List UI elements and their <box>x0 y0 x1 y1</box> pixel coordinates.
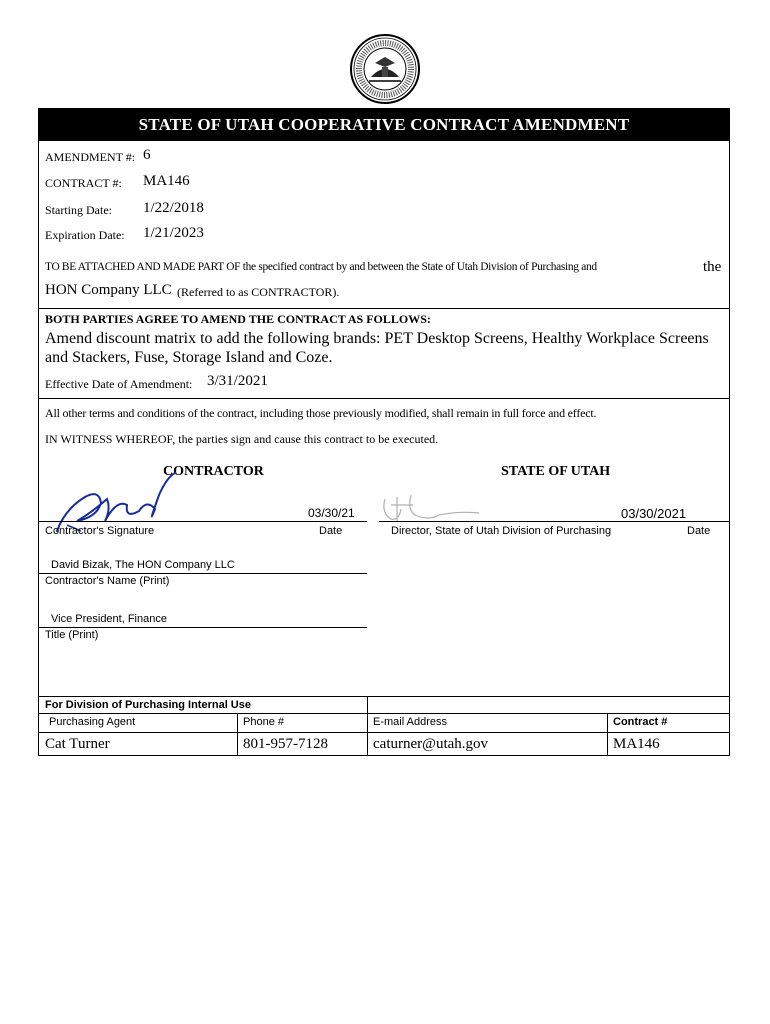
starting-date-value: 1/22/2018 <box>143 200 204 216</box>
amendment-form <box>38 108 730 756</box>
state-signature-icon <box>379 491 489 525</box>
contractor-name-value: David Bizak, The HON Company LLC <box>51 559 235 571</box>
agree-heading: BOTH PARTIES AGREE TO AMEND THE CONTRACT AS FOLLOWS: <box>45 312 431 326</box>
effective-date-label: Effective Date of Amendment: <box>45 377 193 391</box>
contractor-company: HON Company LLC <box>45 282 172 298</box>
state-date-label: Date <box>687 525 711 537</box>
expiration-date-value: 1/21/2023 <box>143 225 204 241</box>
header-contract-number: Contract # <box>613 716 668 728</box>
purchasing-agent-value: Cat Turner <box>45 736 110 752</box>
director-label: Director, State of Utah Division of Purchasing <box>391 525 612 537</box>
amendment-number-label: AMENDMENT #: <box>45 150 136 164</box>
contractor-signature-label: Contractor's Signature <box>45 525 155 537</box>
state-seal-icon <box>349 33 421 105</box>
header-purchasing-agent: Purchasing Agent <box>49 716 136 728</box>
header-phone: Phone # <box>243 716 284 728</box>
email-value: caturner@utah.gov <box>373 736 489 752</box>
contract-number-value: MA146 <box>143 173 190 189</box>
amendment-description: Amend discount matrix to add the following brands: PET Desktop Screens, Healthy Workplace Screens and Stackers, Fuse, Storage Island and Coze. <box>45 330 709 366</box>
phone-value: 801-957-7128 <box>243 736 328 752</box>
state-date-value: 03/30/2021 <box>621 506 687 521</box>
internal-use-heading: For Division of Purchasing Internal Use <box>45 699 251 711</box>
contractor-heading: CONTRACTOR <box>163 464 264 479</box>
attached-clause-line1: TO BE ATTACHED AND MADE PART OF the specified contract by and between the State of Utah Division of Purchasing and <box>45 261 597 273</box>
contractor-date-label: Date <box>319 525 343 537</box>
contractor-name-label: Contractor's Name (Print) <box>45 575 170 587</box>
witness-text: IN WITNESS WHEREOF, the parties sign and cause this contract to be executed. <box>45 432 439 446</box>
starting-date-label: Starting Date: <box>45 203 112 217</box>
expiration-date-label: Expiration Date: <box>45 228 125 242</box>
state-heading: STATE OF UTAH <box>501 464 611 479</box>
title-label: Title (Print) <box>45 629 99 641</box>
other-terms-text: All other terms and conditions of the contract, including those previously modified, shall remain in full force and effect. <box>45 406 597 420</box>
contract-number-label: CONTRACT #: <box>45 176 122 190</box>
referred-as-contractor: (Referred to as CONTRACTOR). <box>177 285 340 299</box>
attached-clause-the: the <box>703 259 722 275</box>
header-email: E-mail Address <box>373 716 447 728</box>
form-title: STATE OF UTAH COOPERATIVE CONTRACT AMENDMENT <box>39 109 729 141</box>
effective-date-value: 3/31/2021 <box>207 373 268 389</box>
contract-number-cell: MA146 <box>613 736 660 752</box>
amendment-number-value: 6 <box>143 147 151 163</box>
contractor-date-value: 03/30/21 <box>308 506 355 520</box>
title-value: Vice President, Finance <box>51 613 167 625</box>
